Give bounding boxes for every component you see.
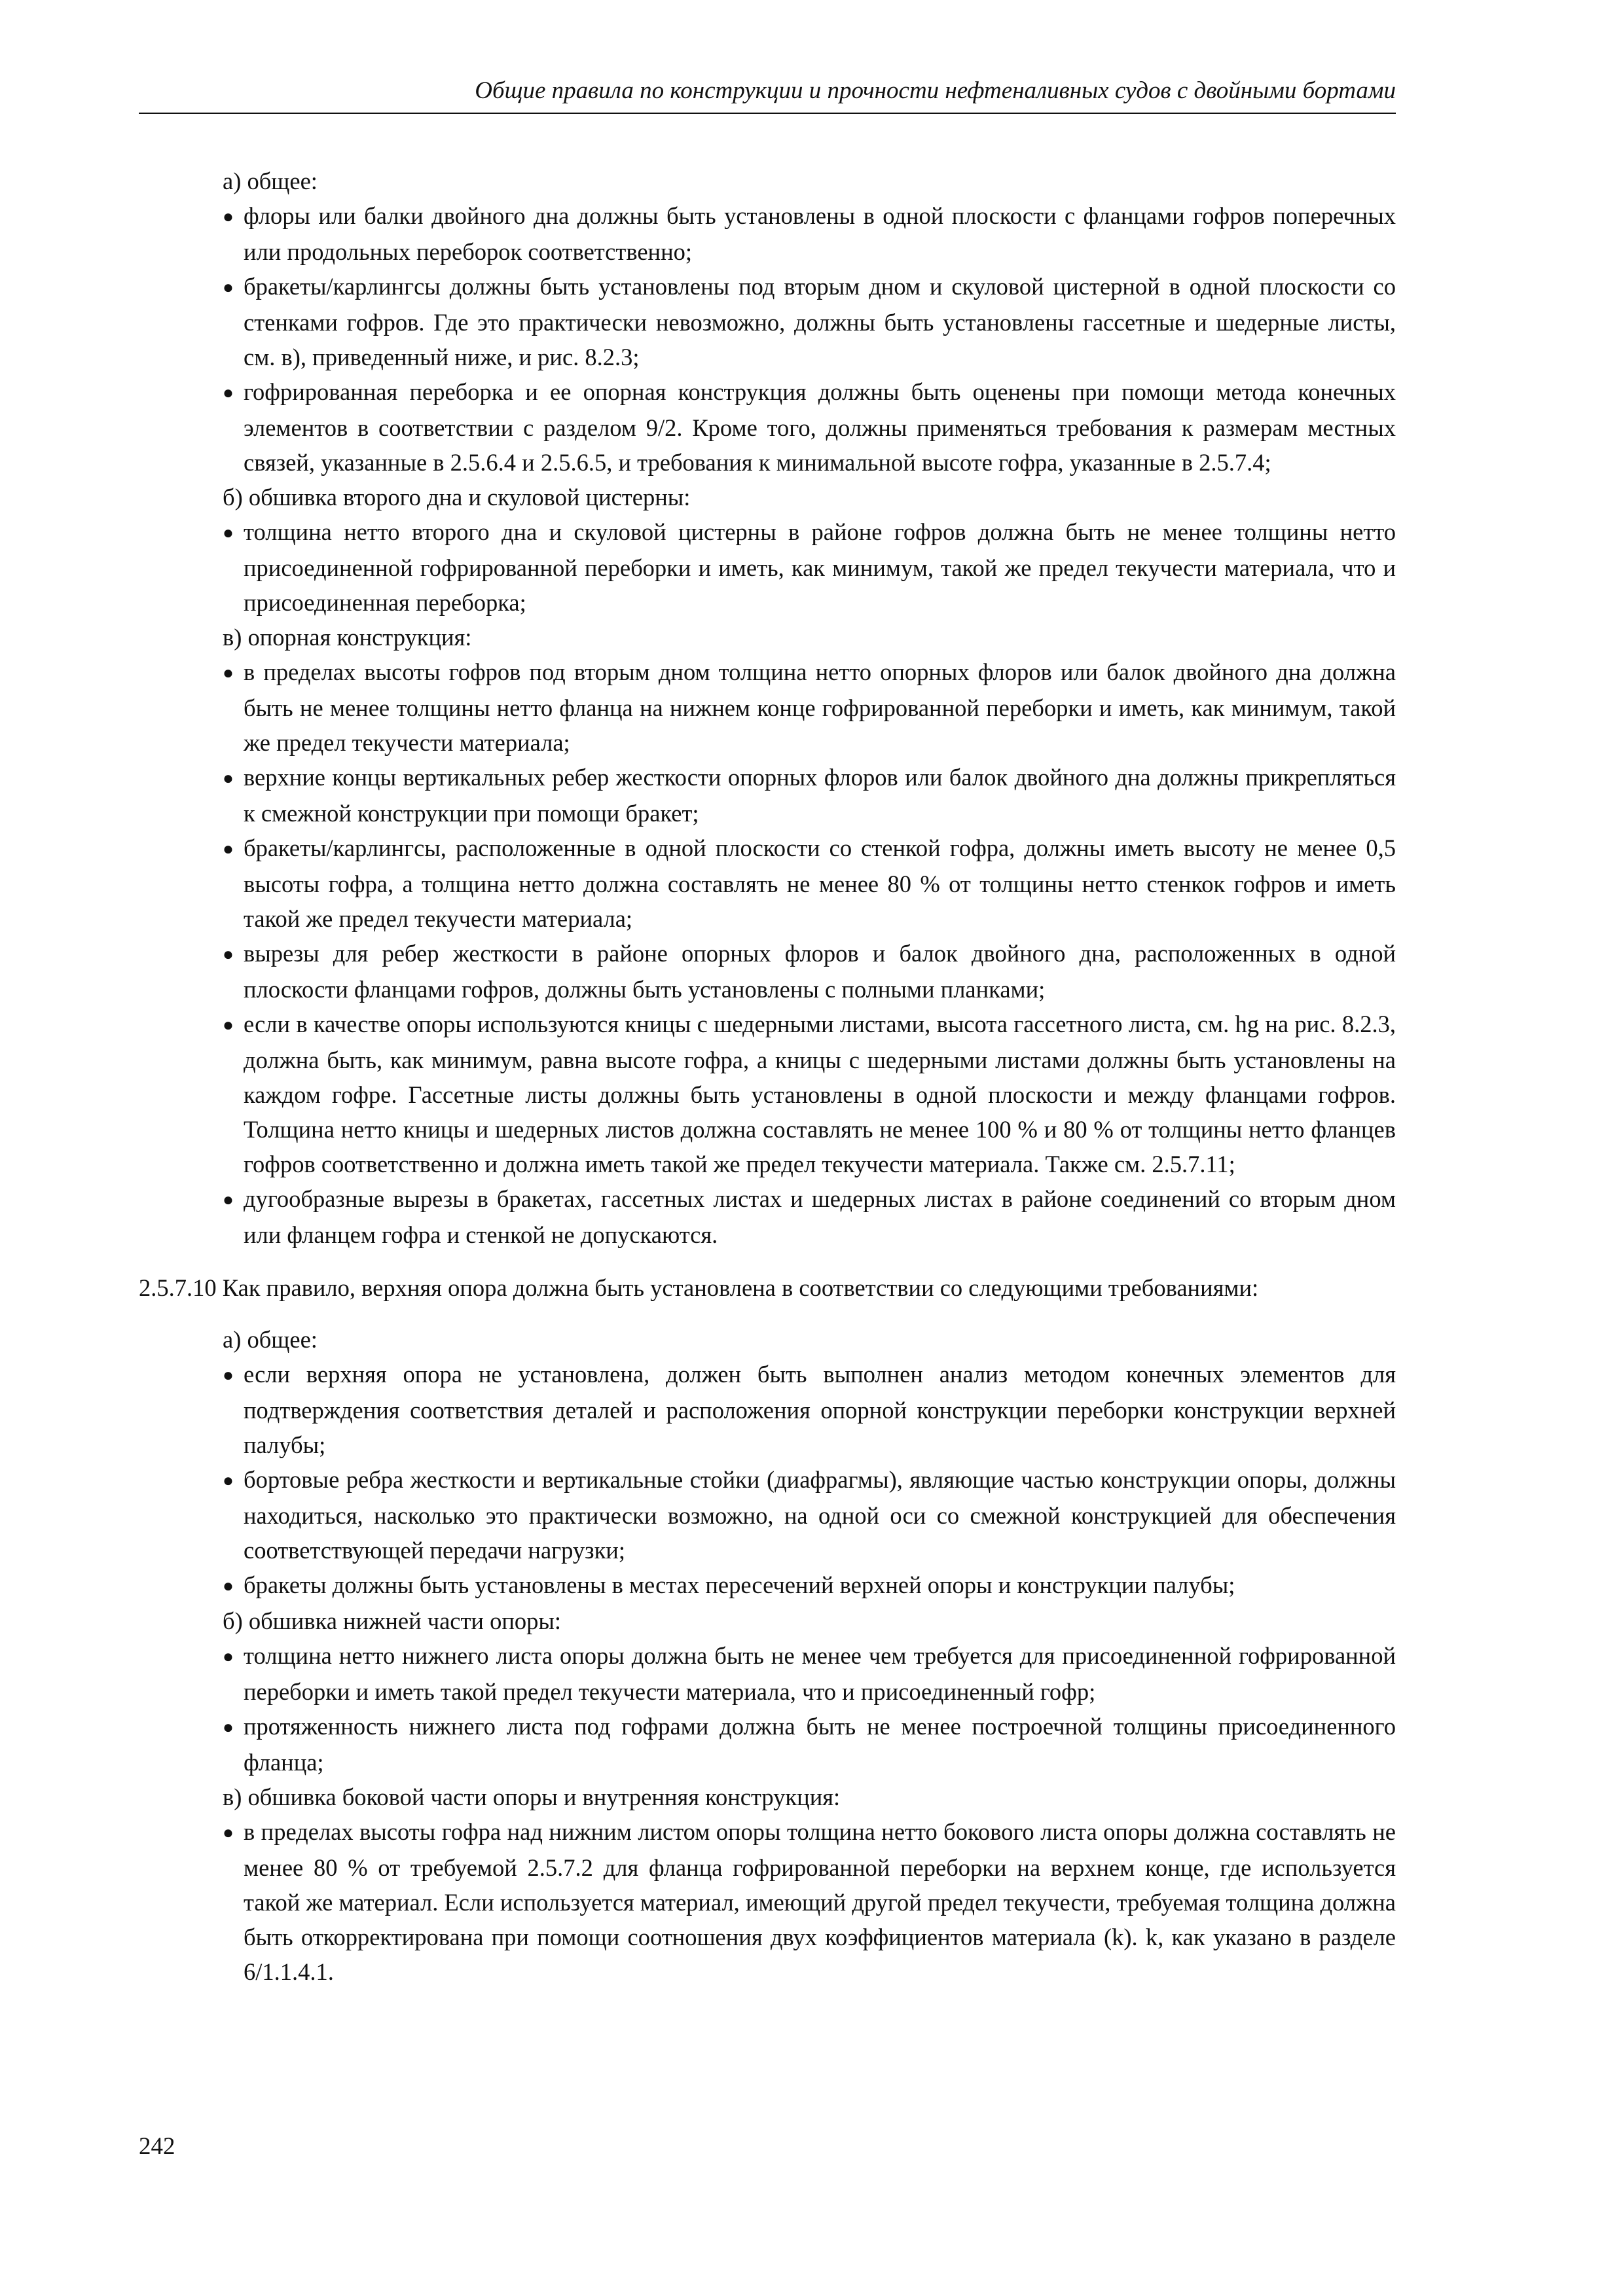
bullet-item: ● толщина нетто второго дна и скуловой цистерны в районе гофров должна быть не менее толщины нетто присоединенной гофрированной переборки и иметь, как минимум, такой же предел текучести материала, что и присоединенная переборка;	[139, 514, 1396, 620]
bullet-item: ● бракеты должны быть установлены в местах пересечений верхней опоры и конструкции палубы;	[139, 1568, 1396, 1604]
page-body	[139, 164, 1396, 1989]
subsection-heading: б) обшивка нижней части опоры:	[223, 1607, 562, 1634]
bullet-item: ● если в качестве опоры используются кницы с шедерными листами, высота гассетного листа, см. hg на рис. 8.2.3, должна быть, как минимум, равна высоте гофра, а кницы с шедерными листами должны быть установлены на каждом гофре. Гассетные листы должны быть установлены в одной плоскости и между фланцами гофров. Толщина нетто кницы и шедерных листов должна составлять не менее 100 % и 80 % от толщины нетто фланцев гофров соответственно и должна иметь такой же предел текучести материала. Также см. 2.5.7.11;	[139, 1007, 1396, 1181]
subsection-heading: а) общее:	[223, 1326, 318, 1353]
page-number: 242	[139, 2133, 175, 2160]
bullet-item: ● флоры или балки двойного дна должны быть установлены в одной плоскости с фланцами гофров поперечных или продольных переборок соответственно;	[139, 198, 1396, 269]
bullet-item: ● бортовые ребра жесткости и вертикальные стойки (диафрагмы), являющие частью конструкции опоры, должны находиться, насколько это практически возможно, на одной оси со смежной конструкцией для обеспечения соответствующей передачи нагрузки;	[139, 1462, 1396, 1568]
clause-2-5-7-10: 2.5.7.10 Как правило, верхняя опора должна быть установлена в соответствии со следующими требованиями:	[139, 1274, 1259, 1301]
bullet-item: ● в пределах высоты гофров под вторым дном толщина нетто опорных флоров или балок двойного дна должна быть не менее толщины нетто фланца на нижнем конце гофрированной переборки и иметь, как минимум, такой же предел текучести материала;	[139, 655, 1396, 760]
bullet-item: ● в пределах высоты гофра над нижним листом опоры толщина нетто бокового листа опоры должна составлять не менее 80 % от требуемой 2.5.7.2 для фланца гофрированной переборки на верхнем конце, где используется такой же материал. Если используется материал, имеющий другой предел текучести, требуемая толщина должна быть откорректирована при помощи соотношения двух коэффициентов материала (k). k, как указано в разделе 6/1.1.4.1.	[139, 1814, 1396, 1989]
subsection-heading: в) опорная конструкция:	[223, 624, 472, 651]
subsection-heading: в) обшивка боковой части опоры и внутренняя конструкция:	[223, 1784, 841, 1810]
bullet-item: ● вырезы для ребер жесткости в районе опорных флоров и балок двойного дна, расположенных в одной плоскости фланцами гофров, должны быть установлены с полными планками;	[139, 936, 1396, 1007]
bullet-item: ● протяженность нижнего листа под гофрами должна быть не менее построечной толщины присоединенного фланца;	[139, 1709, 1396, 1780]
bullet-item: ● бракеты/карлингсы должны быть установлены под вторым дном и скуловой цистерной в одной плоскости со стенками гофров. Где это практически невозможно, должны быть установлены гассетные и шедерные листы, см. в), приведенный ниже, и рис. 8.2.3;	[139, 269, 1396, 374]
bullet-item: ● бракеты/карлингсы, расположенные в одной плоскости со стенкой гофра, должны иметь высоту не менее 0,5 высоты гофра, а толщина нетто должна составлять не менее 80 % от толщины нетто стенкок гофров и иметь такой же предел текучести материала;	[139, 831, 1396, 936]
subsection-heading: а) общее:	[223, 168, 318, 194]
bullet-item: ● толщина нетто нижнего листа опоры должна быть не менее чем требуется для присоединенной гофрированной переборки и иметь такой предел текучести материала, что и присоединенный гофр;	[139, 1638, 1396, 1709]
bullet-item: ● дугообразные вырезы в бракетах, гассетных листах и шедерных листах в районе соединений со вторым дном или фланцем гофра и стенкой не допускаются.	[139, 1181, 1396, 1252]
subsection-heading: б) обшивка второго дна и скуловой цистерны:	[223, 484, 691, 511]
bullet-item: ● гофрированная переборка и ее опорная конструкция должны быть оценены при помощи метода конечных элементов в соответствии с разделом 9/2. Кроме того, должны применяться требования к размерам местных связей, указанные в 2.5.6.4 и 2.5.6.5, и требования к минимальной высоте гофра, указанные в 2.5.7.4;	[139, 374, 1396, 480]
bullet-item: ● если верхняя опора не установлена, должен быть выполнен анализ методом конечных элементов для подтверждения соответствия деталей и расположения опорной конструкции переборки конструкции верхней палубы;	[139, 1357, 1396, 1462]
running-header: Общие правила по конструкции и прочности нефтеналивных судов с двойными бортами	[139, 73, 1396, 114]
bullet-item: ● верхние концы вертикальных ребер жесткости опорных флоров или балок двойного дна должны прикрепляться к смежной конструкции при помощи бракет;	[139, 760, 1396, 831]
